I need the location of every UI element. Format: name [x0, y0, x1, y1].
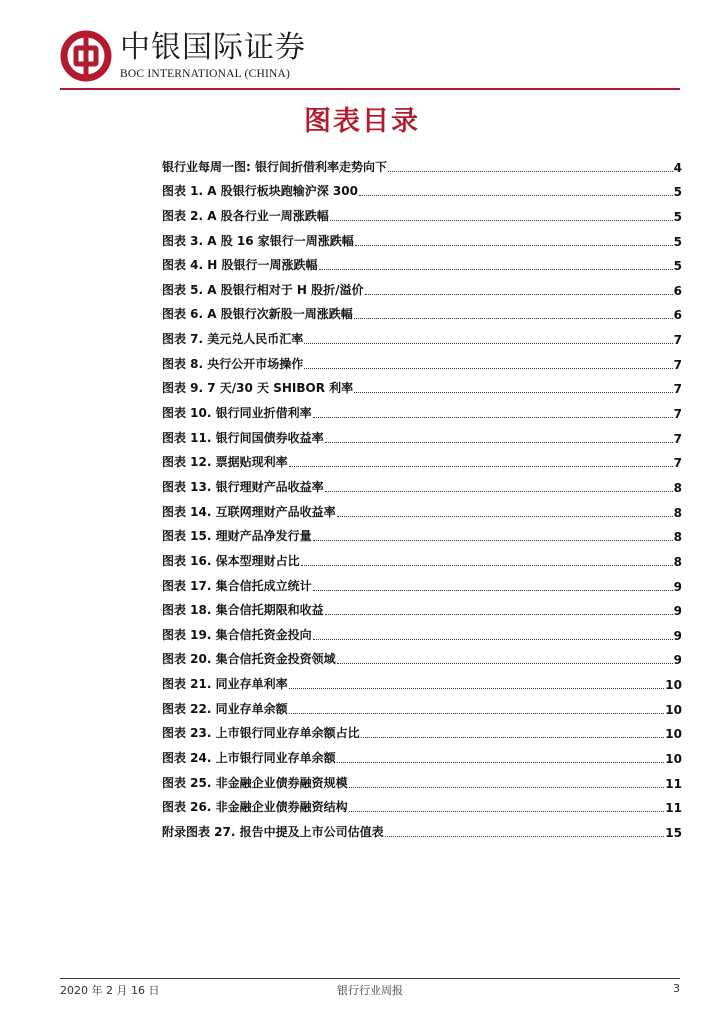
- toc-entry-page: 5: [673, 209, 682, 224]
- toc-dot-leader: [313, 589, 673, 591]
- toc-entry-page: 9: [673, 628, 682, 643]
- toc-entry[interactable]: [162, 594, 682, 619]
- toc-entry[interactable]: [162, 791, 682, 816]
- table-of-figures: [162, 150, 682, 840]
- toc-entry-page: 8: [673, 480, 682, 495]
- toc-dot-leader: [349, 810, 665, 812]
- footer-page-number: 3: [673, 982, 680, 995]
- toc-entry[interactable]: [162, 544, 682, 569]
- footer-rule: [60, 978, 680, 979]
- toc-entry-page: 7: [673, 357, 682, 372]
- toc-entry[interactable]: [162, 692, 682, 717]
- toc-entry-page: 11: [665, 776, 682, 791]
- toc-entry-label: 图表 20. 集合信托资金投资领域: [162, 652, 336, 667]
- toc-entry[interactable]: [162, 372, 682, 397]
- toc-entry-page: 7: [673, 456, 682, 471]
- toc-dot-leader: [330, 219, 673, 221]
- toc-entry-label: 银行业每周一图: 银行间折借利率走势向下: [162, 159, 387, 174]
- toc-entry[interactable]: [162, 643, 682, 668]
- toc-entry[interactable]: [162, 667, 682, 692]
- toc-dot-leader: [359, 194, 673, 196]
- toc-entry[interactable]: [162, 569, 682, 594]
- toc-dot-leader: [385, 835, 665, 837]
- toc-entry-page: 4: [673, 160, 682, 175]
- header-rule: [60, 88, 680, 90]
- toc-entry[interactable]: [162, 618, 682, 643]
- toc-dot-leader: [313, 416, 673, 418]
- report-header: [60, 30, 680, 90]
- toc-entry-page: 9: [673, 653, 682, 668]
- toc-dot-leader: [325, 490, 673, 492]
- toc-entry[interactable]: [162, 815, 682, 840]
- toc-entry-label: 图表 22. 同业存单余额: [162, 701, 288, 716]
- boc-logo-icon: [60, 30, 112, 82]
- toc-entry-label: 图表 2. A 股各行业一周涨跌幅: [162, 208, 329, 223]
- toc-entry-label: 图表 19. 集合信托资金投向: [162, 627, 312, 642]
- toc-entry-page: 5: [673, 259, 682, 274]
- toc-entry-label: 图表 25. 非金融企业债券融资规模: [162, 775, 348, 790]
- toc-dot-leader: [354, 391, 672, 393]
- toc-entry[interactable]: [162, 396, 682, 421]
- toc-entry-label: 图表 13. 银行理财产品收益率: [162, 479, 324, 494]
- toc-entry-page: 10: [665, 727, 682, 742]
- toc-entry-label: 图表 1. A 股银行板块跑输沪深 300: [162, 184, 358, 199]
- toc-entry-page: 11: [665, 801, 682, 816]
- toc-dot-leader: [289, 465, 673, 467]
- toc-dot-leader: [361, 736, 665, 738]
- toc-entry-page: 6: [673, 283, 682, 298]
- toc-dot-leader: [349, 786, 665, 788]
- toc-entry-page: 8: [673, 554, 682, 569]
- toc-entry[interactable]: [162, 495, 682, 520]
- toc-entry-page: 9: [673, 579, 682, 594]
- toc-dot-leader: [313, 638, 673, 640]
- toc-dot-leader: [304, 342, 672, 344]
- footer-report-name: 银行行业周报: [337, 984, 403, 997]
- toc-dot-leader: [301, 564, 673, 566]
- toc-entry-page: 9: [673, 604, 682, 619]
- toc-entry-page: 7: [673, 431, 682, 446]
- toc-entry[interactable]: [162, 520, 682, 545]
- toc-dot-leader: [289, 687, 665, 689]
- toc-entry[interactable]: [162, 175, 682, 200]
- toc-entry-label: 图表 10. 银行同业折借利率: [162, 406, 312, 421]
- toc-entry[interactable]: [162, 717, 682, 742]
- toc-dot-leader: [304, 367, 672, 369]
- toc-entry-page: 6: [673, 308, 682, 323]
- toc-entry[interactable]: [162, 421, 682, 446]
- toc-entry-page: 10: [665, 702, 682, 717]
- toc-entry-label: 图表 12. 票据贴现利率: [162, 455, 288, 470]
- toc-entry[interactable]: [162, 766, 682, 791]
- toc-entry-page: 7: [673, 333, 682, 348]
- toc-entry[interactable]: [162, 199, 682, 224]
- toc-dot-leader: [337, 662, 673, 664]
- toc-entry[interactable]: [162, 224, 682, 249]
- toc-entry-label: 图表 5. A 股银行相对于 H 股折/溢价: [162, 282, 364, 297]
- toc-entry[interactable]: [162, 347, 682, 372]
- toc-dot-leader: [388, 170, 673, 172]
- toc-entry[interactable]: [162, 150, 682, 175]
- toc-entry-label: 图表 4. H 股银行一周涨跌幅: [162, 258, 318, 273]
- toc-entry-label: 图表 3. A 股 16 家银行一周涨跌幅: [162, 233, 354, 248]
- toc-entry-page: 10: [665, 752, 682, 767]
- toc-dot-leader: [337, 515, 673, 517]
- toc-dot-leader: [289, 712, 665, 714]
- toc-entry-page: 5: [673, 185, 682, 200]
- toc-entry-label: 图表 11. 银行间国债券收益率: [162, 430, 324, 445]
- toc-entry-label: 图表 18. 集合信托期限和收益: [162, 603, 324, 618]
- brand-name-en: BOC INTERNATIONAL (CHINA): [120, 68, 291, 80]
- toc-dot-leader: [325, 441, 673, 443]
- toc-entry[interactable]: [162, 470, 682, 495]
- toc-entry[interactable]: [162, 322, 682, 347]
- footer-date: 2020 年 2 月 16 日: [60, 984, 160, 997]
- toc-entry-label: 图表 9. 7 天/30 天 SHIBOR 利率: [162, 381, 354, 396]
- toc-dot-leader: [354, 317, 673, 319]
- toc-dot-leader: [337, 761, 665, 763]
- toc-entry-label: 图表 14. 互联网理财产品收益率: [162, 504, 336, 519]
- toc-entry[interactable]: [162, 741, 682, 766]
- toc-entry-page: 8: [673, 505, 682, 520]
- toc-entry-label: 图表 7. 美元兑人民币汇率: [162, 332, 304, 347]
- toc-entry-page: 10: [665, 678, 682, 693]
- toc-dot-leader: [365, 293, 673, 295]
- toc-entry[interactable]: [162, 446, 682, 471]
- toc-entry-label: 图表 17. 集合信托成立统计: [162, 578, 312, 593]
- toc-entry[interactable]: [162, 298, 682, 323]
- toc-entry-label: 图表 6. A 股银行次新股一周涨跌幅: [162, 307, 353, 322]
- brand-name-cn: 中银国际证券: [120, 30, 306, 65]
- toc-dot-leader: [313, 539, 673, 541]
- toc-entry-label: 图表 21. 同业存单利率: [162, 677, 288, 692]
- toc-entry[interactable]: [162, 273, 682, 298]
- toc-entry-label: 图表 23. 上市银行同业存单余额占比: [162, 726, 360, 741]
- toc-dot-leader: [325, 613, 673, 615]
- toc-entry-page: 7: [673, 382, 682, 397]
- toc-entry-label: 附录图表 27. 报告中提及上市公司估值表: [162, 824, 384, 839]
- toc-entry-page: 7: [673, 407, 682, 422]
- toc-entry-page: 8: [673, 530, 682, 545]
- toc-entry-label: 图表 15. 理财产品净发行量: [162, 529, 312, 544]
- toc-dot-leader: [319, 268, 673, 270]
- toc-entry-label: 图表 8. 央行公开市场操作: [162, 356, 304, 371]
- toc-entry-label: 图表 16. 保本型理财占比: [162, 553, 300, 568]
- toc-entry-label: 图表 26. 非金融企业债券融资结构: [162, 800, 348, 815]
- toc-entry-page: 15: [665, 825, 682, 840]
- toc-entry-label: 图表 24. 上市银行同业存单余额: [162, 751, 336, 766]
- toc-entry-page: 5: [673, 234, 682, 249]
- page-title: 图表目录: [304, 106, 420, 137]
- toc-dot-leader: [355, 244, 673, 246]
- toc-entry[interactable]: [162, 249, 682, 274]
